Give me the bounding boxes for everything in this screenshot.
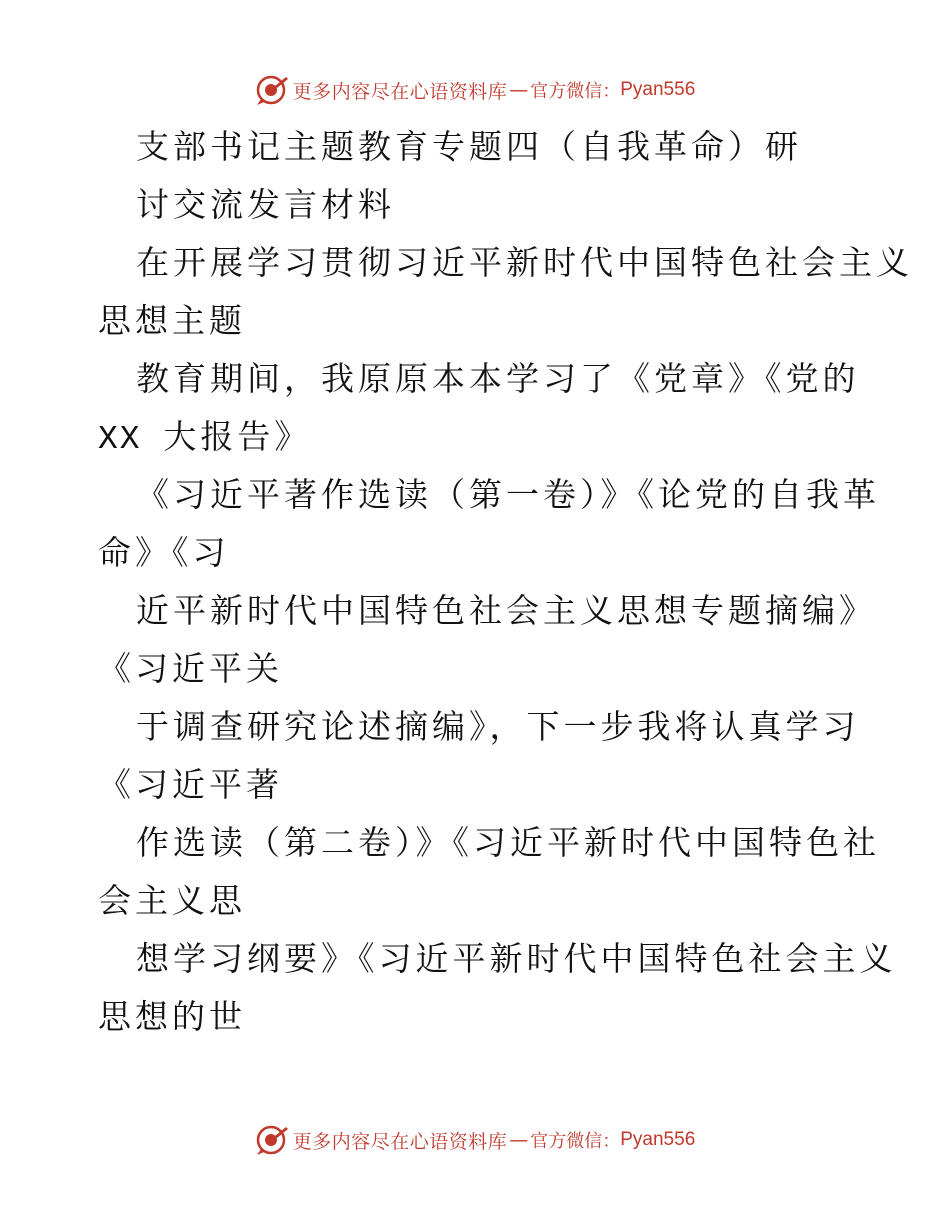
banner-wechat-id: Pyan556 xyxy=(620,79,696,100)
doc-title-line-2: 讨交流发言材料 xyxy=(136,185,395,224)
doc-line: 想学习纲要》《习近平新时代中国特色社会主义 xyxy=(136,939,897,978)
pen-logo-icon xyxy=(255,1123,289,1157)
banner-separator: — xyxy=(509,79,529,101)
doc-line: 《习近平关 xyxy=(98,649,283,688)
banner-separator: — xyxy=(509,1129,529,1151)
doc-line: 《习近平著作选读（第一卷）》《论党的自我革 xyxy=(136,475,880,514)
banner-wechat-label: 官方微信： xyxy=(530,81,621,102)
doc-line-xx xyxy=(98,408,311,466)
doc-line-text: 大报告》 xyxy=(163,417,312,456)
banner-wechat-label: 官方微信： xyxy=(530,1131,621,1152)
doc-line: 《习近平著 xyxy=(98,765,283,804)
banner-wechat-id: Pyan556 xyxy=(620,1129,696,1150)
doc-line: 于调查研究论述摘编》，下一步我将认真学习 xyxy=(136,707,860,746)
doc-line: 在开展学习贯彻习近平新时代中国特色社会主义 xyxy=(136,243,913,282)
doc-line: 思想的世 xyxy=(98,997,246,1036)
pen-logo-icon xyxy=(255,73,289,107)
doc-xx-prefix: XX xyxy=(98,421,164,458)
doc-line: 作选读（第二卷）》《习近平新时代中国特色社 xyxy=(136,823,880,862)
banner-site-text: 更多内容尽在心语资料库 xyxy=(292,1130,508,1153)
doc-title-line-1: 支部书记主题教育专题四（自我革命）研 xyxy=(136,127,802,166)
doc-line: 近平新时代中国特色社会主义思想专题摘编》 xyxy=(136,591,876,630)
doc-line: 教育期间，我原原本本学习了《党章》《党的 xyxy=(136,359,860,398)
doc-line: 思想主题 xyxy=(98,301,246,340)
footer-banner xyxy=(0,1120,950,1160)
header-banner xyxy=(0,70,950,110)
doc-line: 会主义思 xyxy=(98,881,246,920)
banner-site-text: 更多内容尽在心语资料库 xyxy=(292,80,508,103)
doc-line: 命》《习 xyxy=(98,533,230,572)
